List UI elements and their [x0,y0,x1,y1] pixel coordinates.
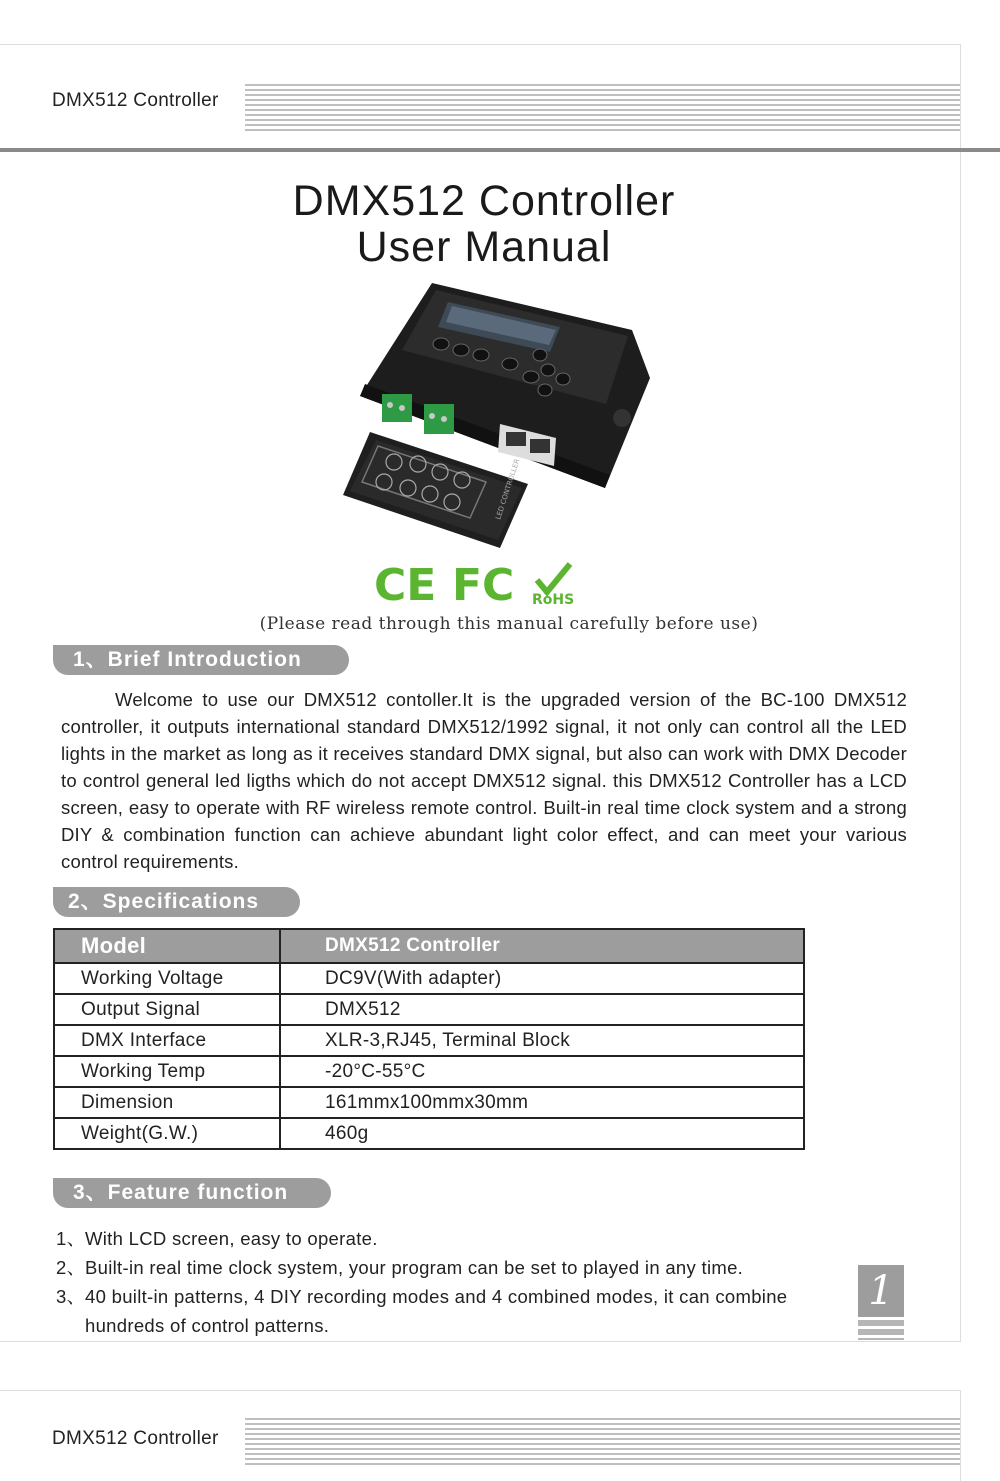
table-row [54,1025,804,1056]
feature-list [56,1224,876,1340]
next-page-running-title: DMX512 Controller [52,1428,219,1449]
spec-label: Weight(G.W.) [54,1118,280,1149]
product-image [0,0,1000,560]
spec-value: 460g [280,1118,804,1149]
section-heading-features: 3、Feature function [53,1178,331,1208]
table-row [54,994,804,1025]
read-manual-notice: (Please read through this manual carefully before use) [259,614,759,634]
intro-paragraph [61,686,907,875]
list-item [56,1282,876,1340]
page-number-stripes [858,1320,904,1340]
list-item-number: 1、 [56,1228,86,1249]
list-item-number: 3、 [56,1286,86,1307]
spec-label: Working Voltage [54,963,280,994]
table-header-cell: Model [54,929,280,963]
fcc-logo: FC [452,560,515,610]
table-row [54,1056,804,1087]
table-row [54,963,804,994]
spec-value: DMX512 [280,994,804,1025]
section-heading-intro: 1、Brief Introduction [53,645,349,675]
document-title-line2: User Manual [356,223,612,271]
spec-label: Output Signal [54,994,280,1025]
spec-label: Working Temp [54,1056,280,1087]
list-item-text: 40 built-in patterns, 4 DIY recording modes and 4 combined modes, it can combine hundreds of control patterns. [85,1286,788,1336]
page-number: 1 [858,1265,904,1317]
list-item-text: Built-in real time clock system, your program can be set to played in any time. [85,1257,744,1278]
table-row [54,1087,804,1118]
remote-label: LED CONTROLLER [494,457,522,521]
table-header-cell: DMX512 Controller [280,929,804,963]
running-header-title: DMX512 Controller [52,90,219,111]
document-title-line1: DMX512 Controller [292,177,676,225]
spec-label: Dimension [54,1087,280,1118]
rohs-check-icon [537,564,570,592]
list-item-text: With LCD screen, easy to operate. [85,1228,378,1249]
specifications-table [53,928,805,1150]
spec-label: DMX Interface [54,1025,280,1056]
list-item [56,1224,876,1253]
rohs-logo: RoHS [532,592,575,608]
list-item-number: 2、 [56,1257,86,1278]
certification-logos [372,560,602,610]
footer-stripes [245,1418,960,1466]
list-item [56,1253,876,1282]
spec-value: DC9V(With adapter) [280,963,804,994]
intro-text: Welcome to use our DMX512 contoller.It is the upgraded version of the BC-100 DMX512 controller, it outputs international standard DMX512/1992 signal, it not only can control all the LED lights in the market as long as it receives standard DMX signal, but also can work with DMX Decoder to control general led ligths which do not accept DMX512 signal. this DMX512 Controller has a LCD screen, easy to operate with RF wireless remote control. Built-in real time clock system and a strong DIY & combination function can achieve abundant light color effect, and can meet your various control requirements. [61,689,907,872]
section-heading-specifications: 2、Specifications [53,887,300,917]
table-row [54,1118,804,1149]
spec-value: 161mmx100mmx30mm [280,1087,804,1118]
ce-logo: CE [374,560,437,610]
spec-value: -20°C-55°C [280,1056,804,1087]
table-header-row [54,929,804,963]
spec-value: XLR-3,RJ45, Terminal Block [280,1025,804,1056]
